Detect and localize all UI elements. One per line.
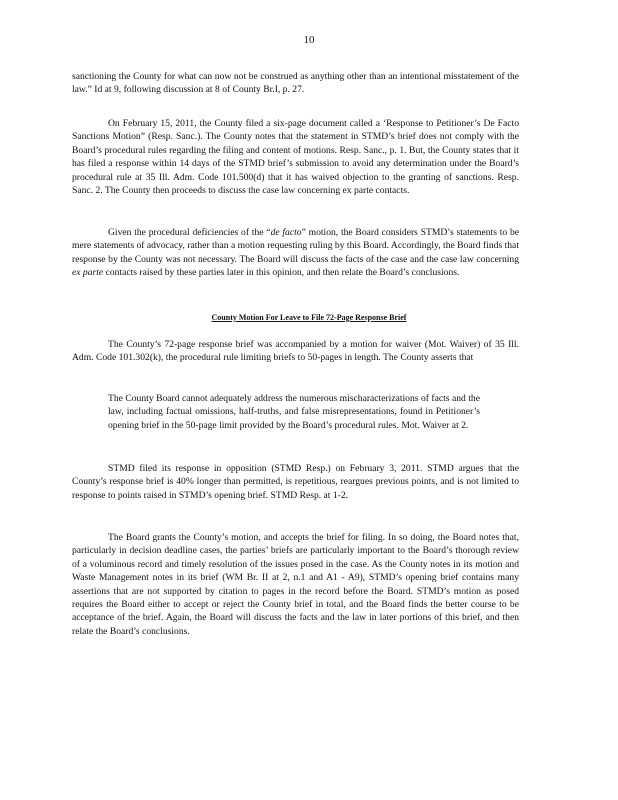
quote-text: The County Board cannot adequately address the numerous mischaracterizations of facts and the law, including factual omissions, half-truths, and false misrepresentations, found in Petitioner’s opening brief in the 50-page limit provided by the Board’s procedural rules. Mot. Waiver at 2. — [108, 393, 480, 431]
paragraph-text: STMD filed its response in opposition (STMD Resp.) on February 3, 2011. STMD argues that the County’s response brief is 40% longer than permitted, is repetitious, reargues previous points, and is not limited to response to points raised in STMD’s opening brief. STMD Resp. at 1-2. — [72, 463, 519, 501]
paragraph-stmd-response — [72, 462, 519, 502]
text-segment: Given the procedural deficiencies of the “ — [108, 227, 271, 238]
paragraph-motion-waiver — [72, 338, 519, 365]
section-heading — [0, 311, 618, 324]
text-segment: ” motion, the Board considers STMD’s statements to be mere statements of advocacy, rather than a motion requesting ruling by this Board. Accordingly, the Board finds that response by the County was not necessary. The Board will discuss the facts of the case and the case law concerning — [72, 227, 520, 265]
section-heading-text: County Motion For Leave to File 72-Page Response Brief — [211, 313, 407, 322]
text-segment: contacts raised by these parties later in this opinion, and then relate the Board’s conclusions. — [103, 267, 460, 279]
block-quote — [108, 392, 480, 432]
paragraph-text — [72, 226, 519, 280]
paragraph-board-finding — [72, 226, 519, 280]
paragraph-text: The County’s 72-page response brief was accompanied by a motion for waiver (Mot. Waiver) of 35 Ill. Adm. Code 101.302(k), the procedural rule limiting briefs to 50-pages in length. The County asserts that — [72, 339, 519, 364]
page-number: 10 — [303, 34, 315, 46]
paragraph-board-grants — [72, 531, 519, 638]
paragraph-response-sanctions — [72, 117, 519, 197]
paragraph-text: The Board grants the County’s motion, and accepts the brief for filing. In so doing, the Board notes that, particularly in decision deadline cases, the parties’ briefs are particularly important to the Board’s thorough review of a voluminous record and timely resolution of the issues posed in the case. As the County notes in its motion and Waste Management notes in its brief (WM Br. II at 2, n.1 and A1 - A9), STMD’s opening brief contains many assertions that are not supported by citation to pages in the record before the Board. STMD’s motion as posed requires the Board either to accept or reject the County brief in total, and the Board finds the better course to be acceptance of the brief. Again, the Board will discuss the facts and the law in later portions of this brief, and then relate the Board’s conclusions. — [72, 532, 519, 637]
carryover-text: sanctioning the County for what can now not be construed as anything other than an intentional misstatement of the law.” Id at 9, following discussion at 8 of County Br.I, p. 27. — [72, 71, 519, 96]
paragraph-text: On February 15, 2011, the County filed a six-page document called a ‘Response to Petitioner’s De Facto Sanctions Motion” (Resp. Sanc.). The County notes that the statement in STMD’s brief does not comply with the Board’s procedural rules regarding the filing and content of motions. Resp. Sanc., p. 1. But, the County states that it has filed a response within 14 days of the STMD brief’s submission to avoid any determination under the Board’s procedural rule at 35 Ill. Adm. Code 101.500(d) that it has waived objection to the granting of sanctions. Resp. Sanc. 2. The County then proceeds to discuss the case law concerning ex parte contacts. — [72, 118, 519, 197]
carryover-paragraph — [72, 70, 519, 97]
italic-term: de facto — [270, 227, 302, 238]
italic-term: ex parte — [72, 267, 104, 279]
